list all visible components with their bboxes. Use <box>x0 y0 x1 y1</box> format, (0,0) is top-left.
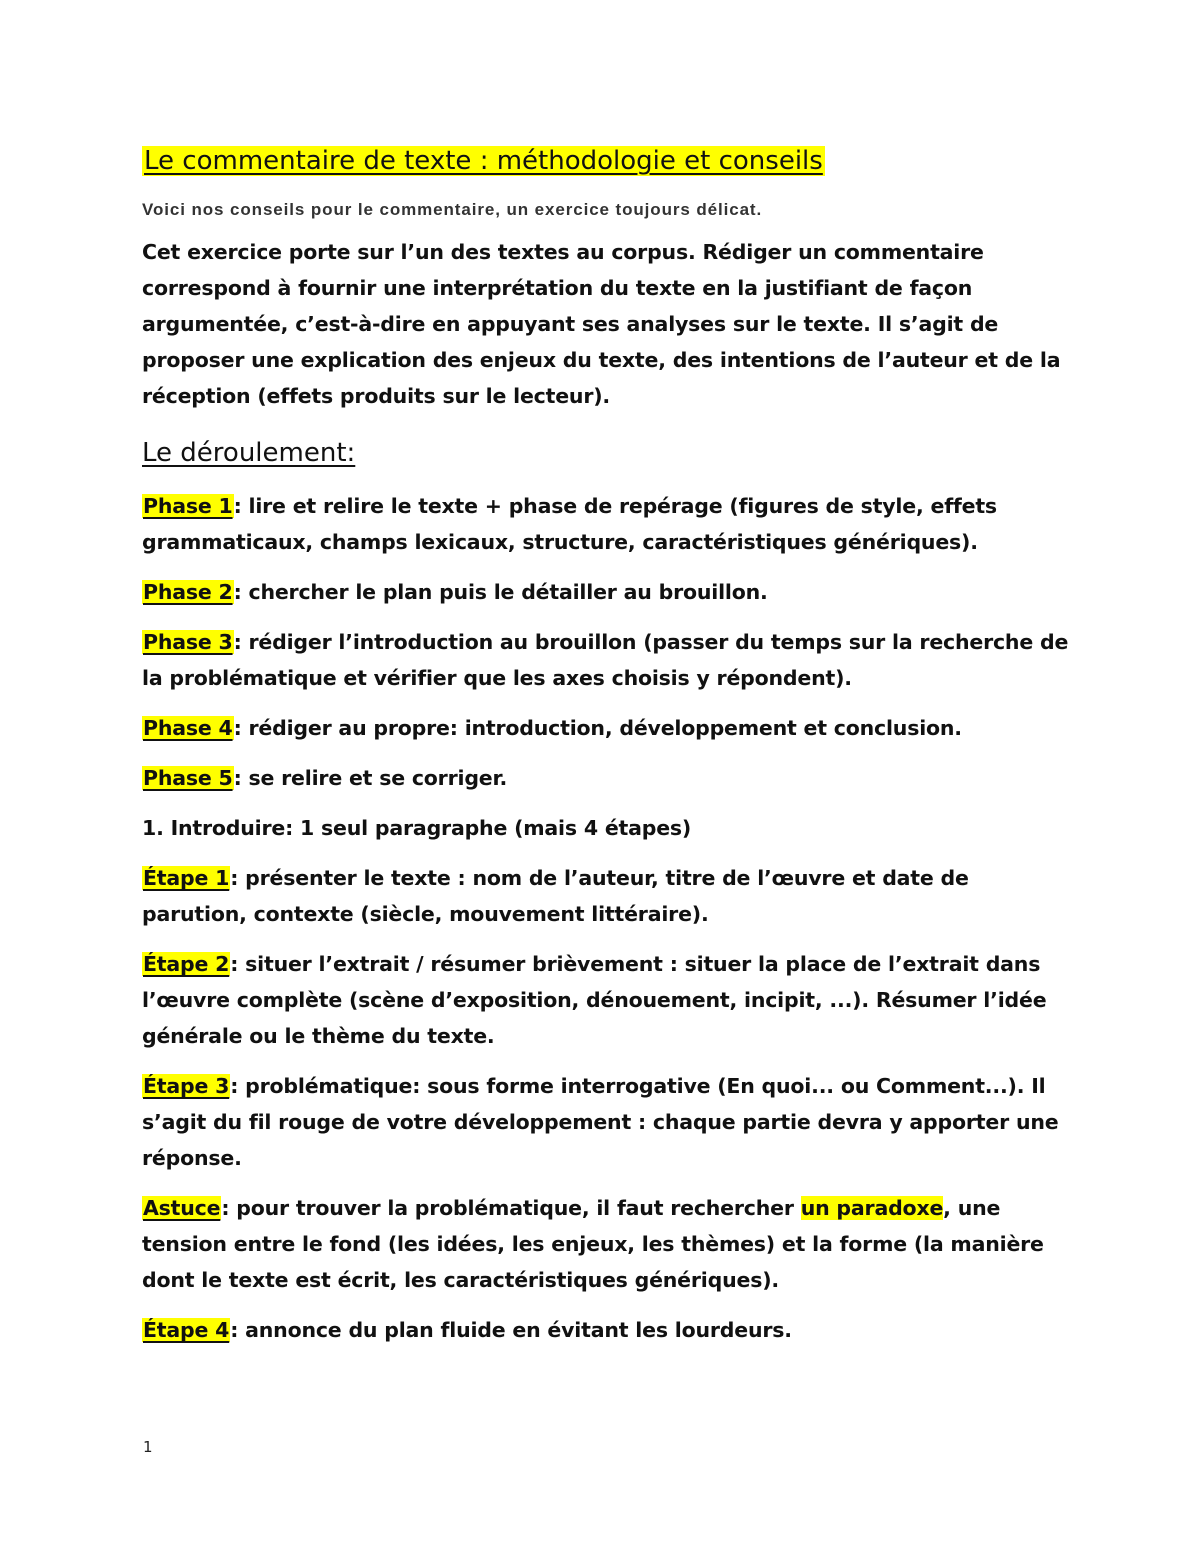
phase-label: Phase 2 <box>143 580 233 604</box>
phase-label: Phase 1 <box>143 494 233 518</box>
intro-paragraph: Cet exercice porte sur l’un des textes au corpus. Rédiger un commentaire correspond à fournir une interprétation du texte en la justifiant de façon argumentée, c’est-à-dire en appuyant ses analyses sur le texte. Il s’agit de proposer une explication des enjeux du texte, des intentions de l’auteur et de la réception (effets produits sur le lecteur). <box>142 240 1061 408</box>
phase-item <box>142 710 1072 746</box>
tip-item <box>142 1190 1072 1298</box>
phase-text: : chercher le plan puis le détailler au brouillon. <box>233 580 768 604</box>
step-text: : situer l’extrait / résumer brièvement : situer la place de l’extrait dans l’œuvre complète (scène d’exposition, dénouement, incipit, ...). Résumer l’idée générale ou le thème du texte. <box>142 952 1047 1048</box>
phase-item <box>142 624 1072 696</box>
phase-item <box>142 760 1072 796</box>
tip-text-before: : pour trouver la problématique, il faut rechercher <box>221 1196 801 1220</box>
step-label: Étape 3 <box>143 1074 230 1098</box>
step-label: Étape 4 <box>143 1318 230 1342</box>
document-subtitle: Voici nos conseils pour le commentaire, un exercice toujours délicat. <box>142 200 763 219</box>
step-item <box>142 946 1072 1054</box>
phase-item <box>142 574 1072 610</box>
document-title <box>142 140 1072 182</box>
page-number: 1 <box>143 1438 153 1456</box>
step-item <box>142 1312 1072 1348</box>
step-item <box>142 1068 1072 1176</box>
step-text: : annonce du plan fluide en évitant les lourdeurs. <box>230 1318 792 1342</box>
phase-text: : lire et relire le texte + phase de repérage (figures de style, effets grammaticaux, champs lexicaux, structure, caractéristiques génériques). <box>142 494 997 554</box>
step-label: Étape 1 <box>143 866 230 890</box>
tip-highlight: un paradoxe <box>800 1196 944 1220</box>
phase-text: : se relire et se corriger. <box>233 766 508 790</box>
document-content <box>142 140 1072 1362</box>
phase-text: : rédiger au propre: introduction, développement et conclusion. <box>233 716 962 740</box>
tip-text-after: , une tension entre le fond (les idées, les enjeux, les thèmes) et la forme (la manière dont le texte est écrit, les caractéristiques génériques). <box>142 1196 1044 1292</box>
step-text: : présenter le texte : nom de l’auteur, titre de l’œuvre et date de parution, contexte (siècle, mouvement littéraire). <box>142 866 969 926</box>
phase-text: : rédiger l’introduction au brouillon (passer du temps sur la recherche de la problématique et vérifier que les axes choisis y répondent). <box>142 630 1069 690</box>
phase-label: Phase 5 <box>143 766 233 790</box>
step-label: Étape 2 <box>143 952 230 976</box>
introduction-heading: 1. Introduire: 1 seul paragraphe (mais 4 étapes) <box>142 816 692 840</box>
step-text: : problématique: sous forme interrogative (En quoi... ou Comment...). Il s’agit du fil rouge de votre développement : chaque partie devra y apporter une réponse. <box>142 1074 1059 1170</box>
step-item <box>142 860 1072 932</box>
section-heading: Le déroulement: <box>142 438 356 468</box>
title-text: Le commentaire de texte : méthodologie et conseils <box>144 146 823 176</box>
phase-label: Phase 4 <box>143 716 233 740</box>
phase-label: Phase 3 <box>143 630 233 654</box>
tip-label: Astuce <box>143 1196 221 1220</box>
phase-item <box>142 488 1072 560</box>
